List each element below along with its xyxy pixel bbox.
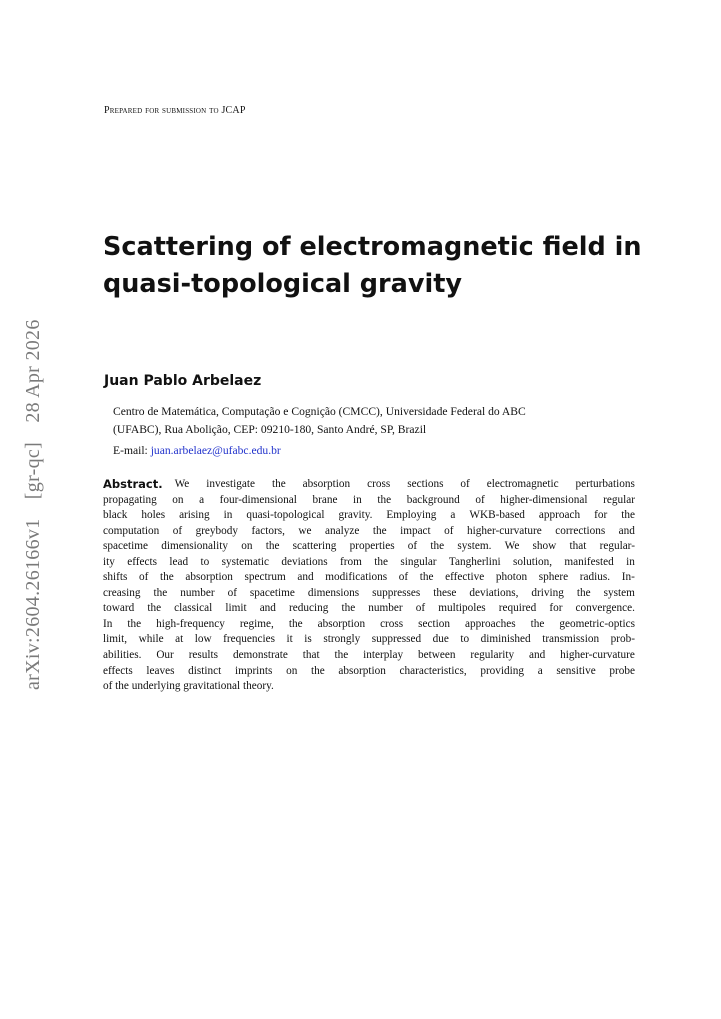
abstract-line: spacetime dimensionality on the scattering properties of the system. We show that regular-	[103, 540, 635, 553]
abstract-line: propagating on a four-dimensional brane in the background of higher-dimensional regular	[103, 493, 635, 506]
email-link[interactable]: juan.arbelaez@ufabc.edu.br	[150, 444, 281, 457]
abstract-line: limit, while at low frequencies it is strongly suppressed due to diminished transmission prob-	[103, 633, 635, 646]
abstract-line: computation of greybody factors, we analyze the impact of higher-curvature corrections and	[103, 524, 635, 537]
abstract-line: ity effects lead to systematic deviations from the singular Tangherlini solution, manifested in	[103, 555, 635, 568]
arxiv-stamp	[22, 319, 45, 690]
arxiv-date: 28 Apr 2026	[22, 319, 44, 423]
paper-title	[103, 229, 663, 303]
abstract	[103, 477, 635, 695]
submission-prefix: Prepared for submission to	[104, 105, 219, 116]
abstract-text: We investigate the absorption cross sections of electromagnetic perturbations	[174, 478, 635, 490]
email-line	[113, 444, 281, 457]
abstract-line: abilities. Our results demonstrate that the interplay between regularity and higher-curvature	[103, 649, 635, 662]
arxiv-category: [gr-qc]	[22, 441, 44, 500]
abstract-line: effects leaves distinct imprints on the absorption characteristics, providing a sensitive probe	[103, 664, 635, 677]
author-name: Juan Pablo Arbelaez	[104, 373, 262, 389]
abstract-line: creasing the number of spacetime dimensions suppresses these deviations, driving the system	[103, 586, 635, 599]
title-line-2: quasi-topological gravity	[103, 269, 463, 299]
abstract-line: shifts of the absorption spectrum and modifications of the effective photon sphere radius. In-	[103, 571, 635, 584]
affiliation	[113, 403, 643, 439]
abstract-label: Abstract.	[103, 477, 163, 491]
affiliation-line-1: Centro de Matemática, Computação e Cognição (CMCC), Universidade Federal do ABC	[113, 405, 526, 418]
title-line-1: Scattering of electromagnetic field in	[103, 232, 642, 262]
email-label: E-mail:	[113, 444, 148, 457]
submission-note	[104, 105, 246, 116]
abstract-line: black holes arising in quasi-topological gravity. Employing a WKB-based approach for the	[103, 509, 635, 522]
abstract-line: toward the classical limit and reducing the number of multipoles required for convergence.	[103, 602, 635, 615]
abstract-line	[103, 477, 635, 493]
abstract-line: In the high-frequency regime, the absorption cross section approaches the geometric-optics	[103, 617, 635, 630]
arxiv-id: arXiv:2604.26166v1	[22, 518, 44, 690]
abstract-line: of the underlying gravitational theory.	[103, 680, 274, 693]
affiliation-line-2: (UFABC), Rua Abolição, CEP: 09210-180, Santo André, SP, Brazil	[113, 423, 427, 436]
journal-name: JCAP	[221, 105, 246, 116]
